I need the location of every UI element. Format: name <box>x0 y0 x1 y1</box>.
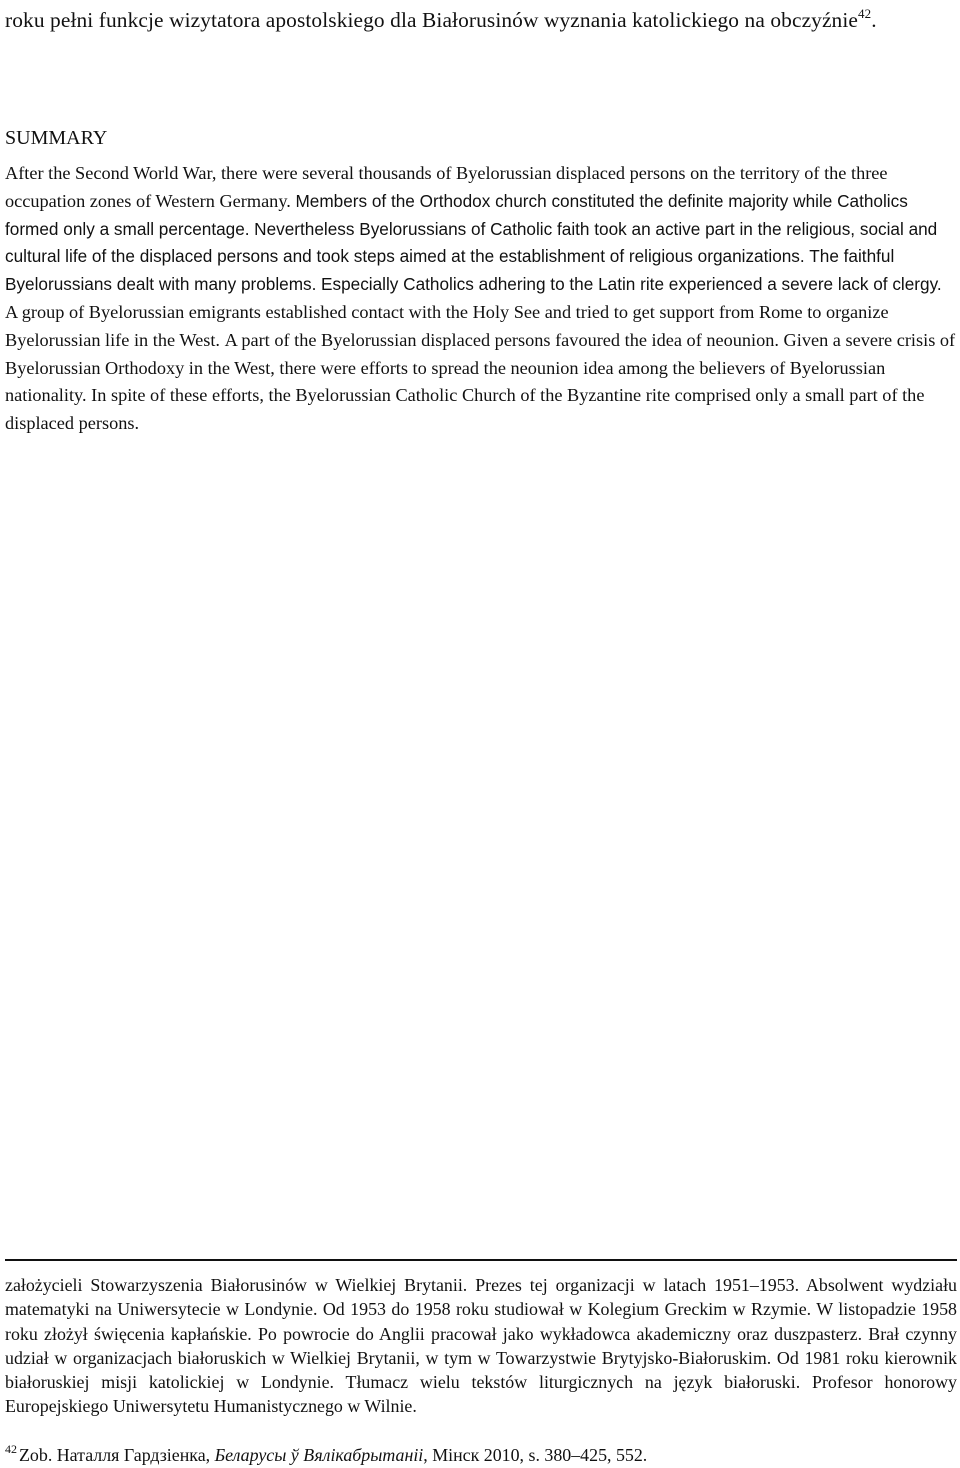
document-page <box>5 0 957 1468</box>
summary-sentence: Nevertheless Byelorussians of Catholic faith took an active part in the religious, social and cultural life of the displaced persons and took steps aimed at the establishment of religious organizations. <box>5 218 938 267</box>
footnote-suffix: , Мінск 2010, s. 380–425, 552. <box>423 1445 648 1465</box>
footnote-book-title: Беларусы ў Вялікабрытаніі <box>214 1445 424 1465</box>
summary-sentence: In spite of these efforts, the Byelorussian Catholic Church of the Byzantine rite comprised only a small part of the displaced persons. <box>5 385 925 434</box>
summary-paragraph <box>5 160 957 438</box>
footnote-prefix: Zob. Наталля Гардзіенка, <box>19 1445 215 1465</box>
summary-sentence: After the Second World War, there were several thousands of Byelorussian displaced persons on the territory of the three occupation zones of Western Germany. <box>5 163 888 211</box>
intro-text: roku pełni funkcje wizytatora apostolskiego dla Białorusinów wyznania katolickiego na obczyźnie <box>5 8 858 32</box>
intro-paragraph <box>5 0 957 40</box>
footnote-marker: 42 <box>5 1442 17 1456</box>
footnote-42 <box>5 1443 957 1467</box>
footnote-separator <box>5 1259 957 1261</box>
summary-heading: SUMMARY <box>5 127 108 149</box>
footnote-41-continuation: założycieli Stowarzyszenia Białorusinów w Wielkiej Brytanii. Prezes tej organizacji w latach 1951–1953. Absolwent wydziału matematyki na Uniwersytecie w Londynie. Od 1953 do 1958 roku studiował w Kolegium Greckim w Rzymie. W listopadzie 1958 roku złożył święcenia kapłańskie. Po powrocie do Anglii pracował jako wykładowca akademiczny oraz duszpasterz. Brał czynny udział w organizacjach białoruskich w Wielkiej Brytanii, w tym w Towarzystwie Brytyjsko-Białoruskim. Od 1981 roku kierownik białoruskiej misji katolickiej w Londynie. Tłumacz wielu tekstów liturgicznych na język białoruski. Profesor honorowy Europejskiego Uniwersytetu Humanistycznego w Wilnie. <box>5 1275 957 1417</box>
summary-sentence: Especially Catholics adhering to the Latin rite experienced a severe lack of clergy. <box>321 274 942 295</box>
intro-period: . <box>871 8 877 32</box>
summary-sentence: Given a severe crisis of Byelorussian Orthodoxy in the West, there were efforts to spread the neounion idea among the believers of Byelorussian nationality. <box>5 329 956 406</box>
summary-sentence: A group of Byelorussian emigrants established contact with the Holy See and tried to get support from Rome to organize Byelorussian life in the West. <box>5 301 889 350</box>
summary-sentence: Members of the Orthodox church constituted the definite majority while Catholics formed only a small percentage. <box>5 190 908 239</box>
summary-sentence: A part of the Byelorussian displaced persons favoured the idea of neounion. <box>224 329 779 350</box>
footnote-reference[interactable]: 42 <box>858 6 872 21</box>
summary-sentence: The faithful Byelorussians dealt with many problems. <box>5 246 895 295</box>
